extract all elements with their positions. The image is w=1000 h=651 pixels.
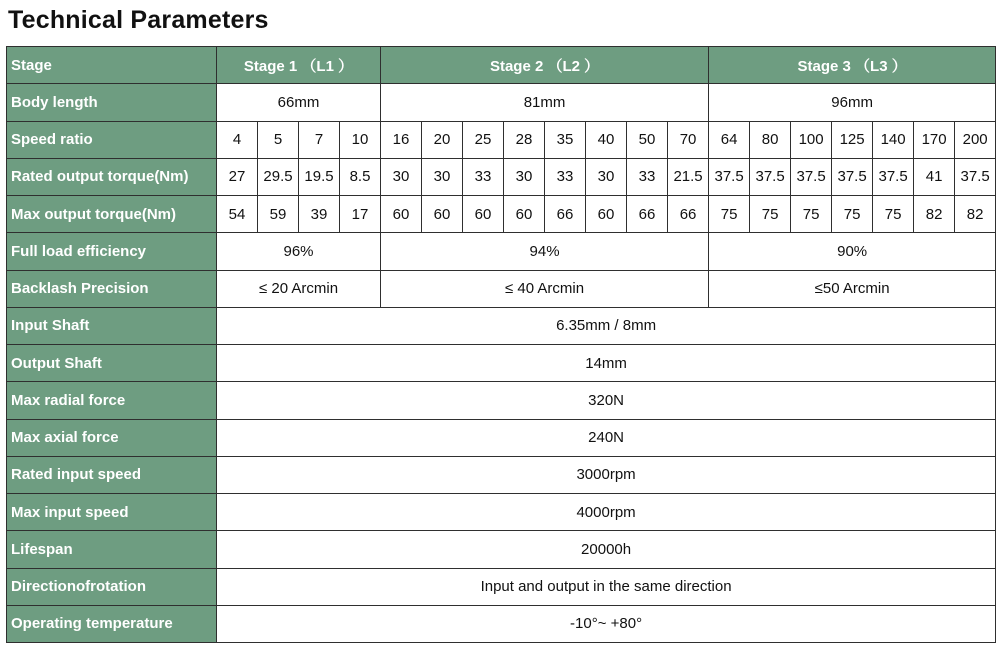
speed-ratio-row: [7, 121, 996, 158]
stage-1-header: Stage 1 （L1 ）: [217, 47, 381, 84]
row-label: Max input speed: [7, 494, 217, 531]
table-cell: 7: [299, 121, 340, 158]
table-cell: 140: [873, 121, 914, 158]
row-label: Directionofrotation: [7, 568, 217, 605]
table-cell: 20: [422, 121, 463, 158]
table-cell: 66: [668, 196, 709, 233]
input-shaft-row: [7, 307, 996, 344]
page-title: Technical Parameters: [8, 6, 269, 34]
table-cell: ≤ 20 Arcmin: [217, 270, 381, 307]
table-cell: 21.5: [668, 158, 709, 195]
table-cell: 100: [791, 121, 832, 158]
table-cell: 90%: [709, 233, 996, 270]
rated-speed-row: [7, 456, 996, 493]
row-label: Stage: [7, 47, 217, 84]
table-cell: 50: [627, 121, 668, 158]
row-label: Rated output torque(Nm): [7, 158, 217, 195]
table-cell: 14mm: [217, 345, 996, 382]
table-cell: 60: [422, 196, 463, 233]
table-cell: 66mm: [217, 84, 381, 121]
max-torque-row: [7, 196, 996, 233]
table-cell: 320N: [217, 382, 996, 419]
table-cell: 240N: [217, 419, 996, 456]
table-cell: 170: [914, 121, 955, 158]
row-label: Speed ratio: [7, 121, 217, 158]
table-cell: 60: [504, 196, 545, 233]
table-cell: 96mm: [709, 84, 996, 121]
stage-header-row: [7, 47, 996, 84]
table-cell: 96%: [217, 233, 381, 270]
row-label: Operating temperature: [7, 605, 217, 642]
table-cell: 4000rpm: [217, 494, 996, 531]
table-cell: 70: [668, 121, 709, 158]
table-cell: 17: [340, 196, 381, 233]
temperature-row: [7, 605, 996, 642]
table-cell: 60: [586, 196, 627, 233]
table-cell: ≤ 40 Arcmin: [381, 270, 709, 307]
row-label: Input Shaft: [7, 307, 217, 344]
row-label: Max axial force: [7, 419, 217, 456]
row-label: Full load efficiency: [7, 233, 217, 270]
table-cell: 66: [627, 196, 668, 233]
table-cell: 33: [545, 158, 586, 195]
table-cell: 60: [381, 196, 422, 233]
table-cell: 35: [545, 121, 586, 158]
stage-3-header: Stage 3 （L3 ）: [709, 47, 996, 84]
lifespan-row: [7, 531, 996, 568]
table-cell: 29.5: [258, 158, 299, 195]
technical-parameters-table: [6, 46, 996, 643]
table-cell: 125: [832, 121, 873, 158]
table-cell: 82: [955, 196, 996, 233]
table-cell: 33: [463, 158, 504, 195]
row-label: Max radial force: [7, 382, 217, 419]
row-label: Max output torque(Nm): [7, 196, 217, 233]
stage-2-header: Stage 2 （L2 ）: [381, 47, 709, 84]
table-cell: 60: [463, 196, 504, 233]
table-cell: 5: [258, 121, 299, 158]
table-cell: 30: [504, 158, 545, 195]
table-cell: 37.5: [955, 158, 996, 195]
table-cell: 28: [504, 121, 545, 158]
direction-row: [7, 568, 996, 605]
table-cell: 40: [586, 121, 627, 158]
table-cell: 41: [914, 158, 955, 195]
table-cell: 27: [217, 158, 258, 195]
table-cell: 37.5: [750, 158, 791, 195]
table-cell: 82: [914, 196, 955, 233]
table-cell: 20000h: [217, 531, 996, 568]
table-cell: 200: [955, 121, 996, 158]
table-cell: 37.5: [709, 158, 750, 195]
table-cell: 30: [381, 158, 422, 195]
table-cell: 3000rpm: [217, 456, 996, 493]
row-label: Lifespan: [7, 531, 217, 568]
table-cell: 94%: [381, 233, 709, 270]
table-cell: 81mm: [381, 84, 709, 121]
body-length-row: [7, 84, 996, 121]
table-cell: 66: [545, 196, 586, 233]
table-cell: 4: [217, 121, 258, 158]
table-cell: 75: [873, 196, 914, 233]
row-label: Body length: [7, 84, 217, 121]
table-cell: 54: [217, 196, 258, 233]
axial-force-row: [7, 419, 996, 456]
max-speed-row: [7, 494, 996, 531]
table-cell: 37.5: [873, 158, 914, 195]
table-cell: 75: [750, 196, 791, 233]
table-cell: 59: [258, 196, 299, 233]
table-cell: Input and output in the same direction: [217, 568, 996, 605]
table-cell: 75: [832, 196, 873, 233]
table-cell: 8.5: [340, 158, 381, 195]
table-cell: 30: [422, 158, 463, 195]
table-cell: -10°~ +80°: [217, 605, 996, 642]
table-cell: 80: [750, 121, 791, 158]
table-cell: 25: [463, 121, 504, 158]
table-cell: 75: [709, 196, 750, 233]
table-cell: 75: [791, 196, 832, 233]
table-cell: 16: [381, 121, 422, 158]
table-cell: 10: [340, 121, 381, 158]
row-label: Output Shaft: [7, 345, 217, 382]
table-cell: 33: [627, 158, 668, 195]
table-cell: 37.5: [791, 158, 832, 195]
output-shaft-row: [7, 345, 996, 382]
row-label: Rated input speed: [7, 456, 217, 493]
table-cell: 6.35mm / 8mm: [217, 307, 996, 344]
efficiency-row: [7, 233, 996, 270]
row-label: Backlash Precision: [7, 270, 217, 307]
radial-force-row: [7, 382, 996, 419]
table-cell: 39: [299, 196, 340, 233]
rated-torque-row: [7, 158, 996, 195]
table-cell: ≤50 Arcmin: [709, 270, 996, 307]
table-cell: 30: [586, 158, 627, 195]
table-cell: 64: [709, 121, 750, 158]
table-cell: 19.5: [299, 158, 340, 195]
table-cell: 37.5: [832, 158, 873, 195]
backlash-row: [7, 270, 996, 307]
